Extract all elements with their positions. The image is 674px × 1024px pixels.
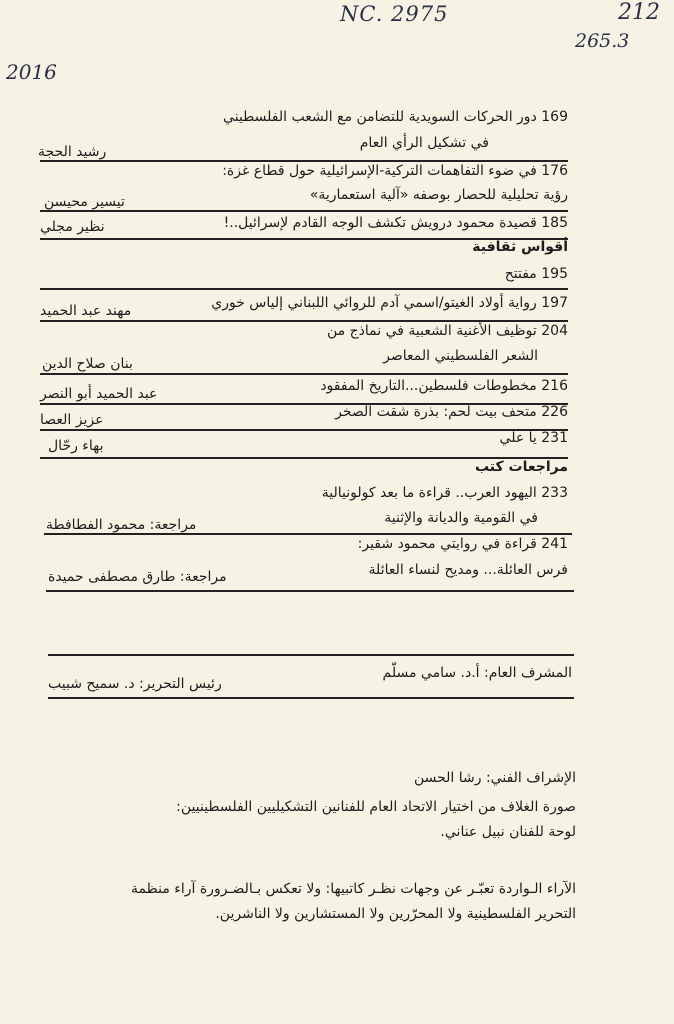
year-handwritten: 2016 <box>6 60 57 84</box>
toc-entry-204-line2: الشعر الفلسطيني المعاصر <box>383 348 538 364</box>
toc-entry-169-author: رشيد الحجة <box>38 144 107 160</box>
toc-entry-176-line1: 176 في ضوء التفاهمات التركية-الإسرائيلية حول قطاع غزة: <box>222 163 568 179</box>
toc-entry-176-line2: رؤية تحليلية للحصار بوصفه «آلية استعمارية» <box>309 187 568 203</box>
toc-entry-197-line1: 197 رواية أولاد الغيتو/اسمي آدم للروائي اللبناني إلياس خوري <box>211 295 568 311</box>
divider <box>48 654 574 656</box>
divider <box>40 288 568 290</box>
toc-entry-185-line1: 185 قصيدة محمود درويش تكشف الوجه القادم لإسرائيل..! <box>223 215 568 231</box>
page-mark-handwritten: 212 <box>618 0 660 25</box>
toc-entry-231-line1: 231 يا علي <box>499 430 568 446</box>
toc-entry-216-author: عبد الحميد أبو النصر <box>40 386 158 402</box>
divider <box>48 697 574 699</box>
toc-entry-241-author: مراجعة: طارق مصطفى حميدة <box>48 569 227 585</box>
toc-entry-204-author: بنان صلاح الدين <box>42 356 133 372</box>
accession-code-handwritten: NC. 2975 <box>340 2 449 26</box>
toc-entry-197-author: مهند عبد الحميد <box>40 303 132 319</box>
divider <box>46 590 574 592</box>
toc-entry-216-line1: 216 مخطوطات فلسطين...التاريخ المفقود <box>320 378 568 394</box>
toc-entry-195-line1: 195 مفتتح <box>504 266 568 282</box>
disclaimer-line2: التحرير الفلسطينية ولا المحرّرين ولا المستشارين ولا الناشرين. <box>215 906 576 922</box>
section-heading-cultural-arches: أقواس ثقافية <box>472 239 568 255</box>
divider <box>40 429 568 431</box>
toc-entry-226-author: عزيز العصا <box>40 412 104 428</box>
cover-credit-line1: صورة الغلاف من اختيار الاتحاد العام للفنانين التشكيليين الفلسطينيين: <box>176 799 576 815</box>
disclaimer-line1: الآراء الـواردة تعبّـر عن وجهات نظـر كاتبيها: ولا تعكس بـالضـرورة آراء منظمة <box>131 881 576 897</box>
toc-entry-231-author: بهاء رحّال <box>48 438 104 454</box>
toc-entry-241-line2: فرس العائلة... ومديح لنساء العائلة <box>368 562 568 578</box>
divider <box>40 373 568 375</box>
toc-entry-233-line1: 233 اليهود العرب.. قراءة ما بعد كولونيالية <box>321 485 568 501</box>
section-heading-book-reviews: مراجعات كتب <box>474 459 568 475</box>
toc-entry-233-line2: في القومية والديانة والإثنية <box>384 510 538 526</box>
divider <box>40 210 568 212</box>
toc-entry-176-author: تيسير محيسن <box>44 194 125 210</box>
editor-in-chief: رئيس التحرير: د. سميح شبيب <box>48 676 222 692</box>
art-supervision: الإشراف الفني: رشا الحسن <box>413 770 576 786</box>
cover-credit-line2: لوحة للفنان نبيل عناني. <box>440 824 576 840</box>
reference-number-handwritten: 265.3 <box>575 30 630 52</box>
toc-entry-169-line1: 169 دور الحركات السويدية للتضامن مع الشعب الفلسطيني <box>223 109 568 125</box>
toc-entry-204-line1: 204 توظيف الأغنية الشعبية في نماذج من <box>327 323 568 339</box>
toc-entry-226-line1: 226 متحف بيت لحم: بذرة شقت الصخر <box>335 404 568 420</box>
toc-entry-241-line1: 241 قراءة في روايتي محمود شقير: <box>357 536 568 552</box>
toc-entry-169-line2: في تشكيل الرأي العام <box>359 135 489 151</box>
toc-entry-185-author: نظير مجلي <box>40 219 105 235</box>
toc-entry-233-author: مراجعة: محمود الفطافطة <box>46 517 197 533</box>
general-supervisor: المشرف العام: أ.د. سامي مسلّم <box>382 665 572 681</box>
